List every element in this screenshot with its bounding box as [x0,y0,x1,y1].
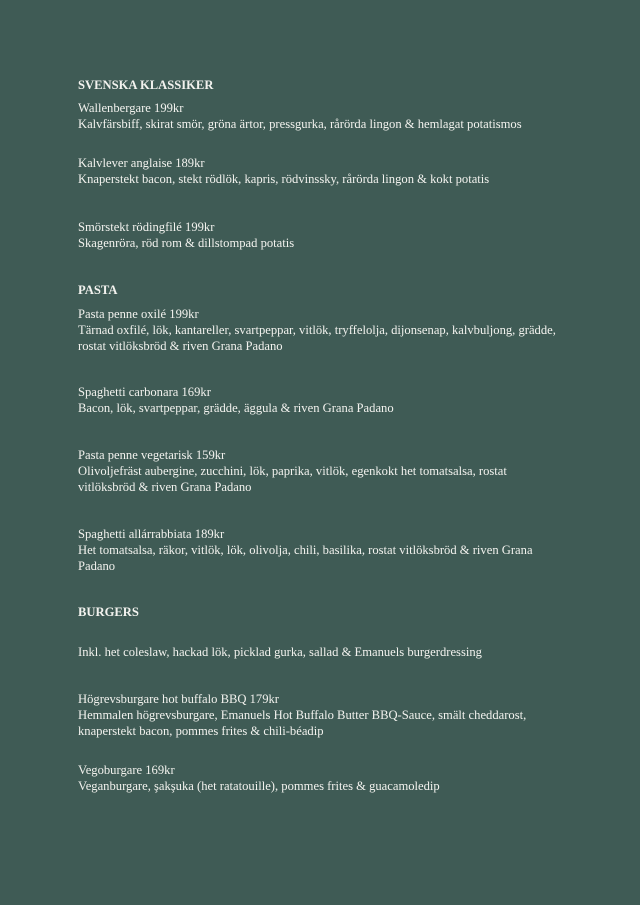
item-name: Spaghetti allárrabbiata 189kr [78,527,225,541]
menu-item [78,384,560,416]
item-description: Skagenröra, röd rom & dillstompad potatis [78,236,295,250]
item-name: Smörstekt rödingfilé 199kr [78,220,215,234]
section-heading-svenska-klassiker: SVENSKA KLASSIKER [78,78,214,92]
item-name: Pasta penne oxilé 199kr [78,307,199,321]
item-name: Vegoburgare 169kr [78,763,175,777]
item-description: Olivoljefräst aubergine, zucchini, lök, paprika, vitlök, egenkokt het tomatsalsa, rostat vitlöksbröd & riven Grana Padano [78,464,507,494]
item-description: Tärnad oxfilé, lök, kantareller, svartpeppar, vitlök, tryffelolja, dijonsenap, kalvbuljong, grädde, rostat vitlöksbröd & riven Grana Padano [78,323,556,353]
item-description: Knaperstekt bacon, stekt rödlök, kapris, rödvinssky, rårörda lingon & kokt potatis [78,172,490,186]
item-name: Pasta penne vegetarisk 159kr [78,448,226,462]
item-description: Kalvfärsbiff, skirat smör, gröna ärtor, pressgurka, rårörda lingon & hemlagat potatismos [78,117,522,131]
item-description: Het tomatsalsa, räkor, vitlök, lök, olivolja, chili, basilika, rostat vitlöksbröd & riven Grana Padano [78,543,533,573]
item-name: Kalvlever anglaise 189kr [78,156,205,170]
menu-item [78,447,560,495]
section-heading-pasta: PASTA [78,283,118,297]
item-name: Wallenbergare 199kr [78,101,184,115]
item-name: Högrevsburgare hot buffalo BBQ 179kr [78,692,280,706]
menu-item [78,155,560,187]
menu-item [78,219,560,251]
section-note: Inkl. het coleslaw, hackad lök, picklad gurka, sallad & Emanuels burgerdressing [78,645,482,659]
item-description: Hemmalen högrevsburgare, Emanuels Hot Buffalo Butter BBQ-Sauce, smält cheddarost, knaperstekt bacon, pommes frites & chili-béadip [78,708,527,738]
item-name: Spaghetti carbonara 169kr [78,385,211,399]
section-heading-burgers: BURGERS [78,605,139,619]
menu-item [78,691,560,739]
item-description: Veganburgare, şakşuka (het ratatouille), pommes frites & guacamoledip [78,779,440,793]
menu-item [78,100,560,132]
item-description: Bacon, lök, svartpeppar, grädde, äggula & riven Grana Padano [78,401,394,415]
menu-item [78,306,560,354]
menu-item [78,762,560,794]
menu-item [78,526,560,574]
